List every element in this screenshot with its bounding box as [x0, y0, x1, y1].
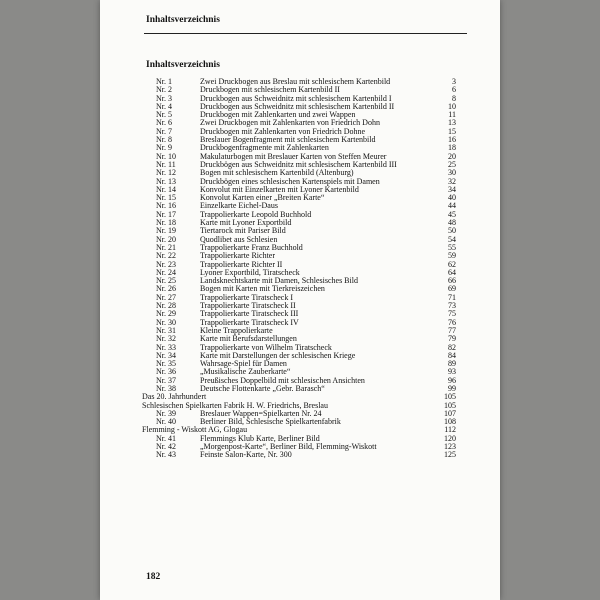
- entry-number: Nr. 43: [156, 450, 176, 460]
- entry-page: 50: [448, 226, 456, 236]
- entry-number: Nr. 10: [156, 151, 176, 161]
- entry-title: Bogen mit schlesischem Kartenbild (Altenburg): [200, 168, 354, 178]
- entry-page: 84: [448, 350, 456, 360]
- toc-entry: [142, 443, 456, 451]
- entry-page: 15: [448, 126, 456, 136]
- entry-title: Druckbogenfragmente mit Zahlenkarten: [200, 143, 329, 153]
- entry-number: Nr. 2: [156, 85, 172, 95]
- toc-entry: [142, 219, 456, 227]
- entry-title: Karte mit Darstellungen der schlesischen Kriege: [200, 350, 356, 360]
- entry-title: Druckbogen mit Zahlenkarten von Friedrich Dohne: [200, 126, 366, 136]
- entry-number: Nr. 20: [156, 234, 176, 244]
- entry-page: 13: [448, 118, 456, 128]
- toc-entry: [142, 310, 456, 318]
- entry-title: Wahrsage-Spiel für Damen: [200, 359, 287, 369]
- entry-title: Tiertarock mit Pariser Bild: [200, 226, 286, 236]
- entry-number: Nr. 39: [156, 408, 176, 418]
- entry-page: 69: [448, 284, 456, 294]
- entry-number: Nr. 37: [156, 375, 176, 385]
- toc-entry: [142, 451, 456, 459]
- entry-title: Berliner Bild, Schlesische Spielkartenfabrik: [200, 417, 341, 427]
- entry-title: Trappolierkarte Richter: [200, 251, 276, 261]
- entry-page: 125: [444, 450, 456, 460]
- entry-title: Karte mit Lyoner Exportbild: [200, 218, 292, 228]
- entry-page: 105: [444, 400, 456, 410]
- entry-page: 96: [448, 375, 456, 385]
- entry-page: 55: [448, 242, 456, 252]
- entry-page: 112: [444, 425, 456, 435]
- toc-entry: [142, 352, 456, 360]
- entry-number: Nr. 40: [156, 417, 176, 427]
- entry-number: Nr. 35: [156, 359, 176, 369]
- entry-title: Druckbögen aus Schweidnitz mit schlesischem Kartenbild III: [200, 159, 397, 169]
- entry-page: 73: [448, 301, 456, 311]
- entry-number: Nr. 24: [156, 267, 176, 277]
- toc-entry: [142, 227, 456, 235]
- entry-title: Deutsche Flottenkarte „Gebr. Barasch“: [200, 383, 325, 393]
- entry-number: Nr. 9: [156, 143, 172, 153]
- entry-title: Trappolierkarte von Wilhelm Tiratscheck: [200, 342, 332, 352]
- toc-entry: [142, 302, 456, 310]
- entry-page: 108: [444, 417, 456, 427]
- entry-page: 120: [444, 433, 456, 443]
- entry-number: Nr. 8: [156, 135, 172, 145]
- entry-title: Zwei Druckbogen aus Breslau mit schlesischem Kartenbild: [200, 77, 391, 86]
- book-page: [100, 0, 500, 600]
- entry-number: Nr. 28: [156, 301, 176, 311]
- entry-number: Nr. 14: [156, 184, 176, 194]
- entry-title: Konvolut Karten einer „Breiten Karte“: [200, 193, 325, 203]
- entry-number: Nr. 15: [156, 193, 176, 203]
- toc-entry: [142, 294, 456, 302]
- entry-page: 6: [452, 85, 456, 95]
- entry-title: Flemming - Wiskott AG, Glogau: [142, 425, 248, 435]
- entry-number: Nr. 30: [156, 317, 176, 327]
- entry-number: Nr. 38: [156, 383, 176, 393]
- entry-number: Nr. 4: [156, 101, 172, 111]
- entry-number: Nr. 3: [156, 93, 172, 103]
- entry-number: Nr. 18: [156, 218, 176, 228]
- entry-page: 107: [444, 408, 456, 418]
- entry-number: Nr. 1: [156, 77, 172, 86]
- entry-page: 93: [448, 367, 456, 377]
- entry-title: Konvolut mit Einzelkarten mit Lyoner Kartenbild: [200, 184, 359, 194]
- entry-title: Quodlibet aus Schlesien: [200, 234, 278, 244]
- toc-entry: [142, 252, 456, 260]
- entry-page: 11: [448, 110, 456, 120]
- entry-page: 71: [448, 292, 456, 302]
- entry-number: Nr. 26: [156, 284, 176, 294]
- entry-number: Nr. 32: [156, 334, 176, 344]
- entry-title: Trappolierkarte Tiratscheck II: [200, 301, 296, 311]
- entry-title: Makulaturbogen mit Breslauer Karten von Steffen Meurer: [200, 151, 387, 161]
- entry-page: 82: [448, 342, 456, 352]
- entry-title: Druckbögen eines schlesischen Kartenspiels mit Damen: [200, 176, 380, 186]
- entry-page: 76: [448, 317, 456, 327]
- entry-page: 54: [448, 234, 456, 244]
- entry-title: Lyoner Exportbild, Tiratscheck: [200, 267, 300, 277]
- entry-title: Trappolierkarte Tiratscheck IV: [200, 317, 299, 327]
- entry-page: 20: [448, 151, 456, 161]
- entry-page: 45: [448, 209, 456, 219]
- entry-page: 25: [448, 159, 456, 169]
- entry-number: Nr. 11: [156, 159, 176, 169]
- entry-title: „Morgenpost-Karte“, Berliner Bild, Flemming-Wiskott: [200, 442, 377, 452]
- entry-number: Nr. 27: [156, 292, 176, 302]
- entry-title: Flemmings Klub Karte, Berliner Bild: [200, 433, 320, 443]
- entry-number: Nr. 25: [156, 276, 176, 286]
- entry-page: 30: [448, 168, 456, 178]
- entry-number: Nr. 22: [156, 251, 176, 261]
- toc-entry: [142, 327, 456, 335]
- entry-title: Kleine Trappolierkarte: [200, 325, 273, 335]
- entry-title: Schlesischen Spielkarten Fabrik H. W. Friedrichs, Breslau: [142, 400, 328, 410]
- entry-number: Nr. 31: [156, 325, 176, 335]
- entry-page: 44: [448, 201, 456, 211]
- entry-title: Karte mit Berufsdarstellungen: [200, 334, 297, 344]
- entry-title: Landsknechtskarte mit Damen, Schlesisches Bild: [200, 276, 358, 286]
- entry-number: Nr. 17: [156, 209, 176, 219]
- entry-page: 64: [448, 267, 456, 277]
- entry-number: Nr. 29: [156, 309, 176, 319]
- toc-entry: [142, 360, 456, 368]
- entry-number: Nr. 33: [156, 342, 176, 352]
- entry-page: 62: [448, 259, 456, 269]
- entry-page: 10: [448, 101, 456, 111]
- entry-page: 66: [448, 276, 456, 286]
- entry-page: 99: [448, 383, 456, 393]
- entry-number: Nr. 36: [156, 367, 176, 377]
- entry-number: Nr. 13: [156, 176, 176, 186]
- entry-title: „Musikalische Zauberkarte“: [200, 367, 291, 377]
- entry-title: Trappolierkarte Leopold Buchhold: [200, 209, 312, 219]
- page-number: 182: [146, 572, 161, 582]
- entry-number: Nr. 41: [156, 433, 176, 443]
- entry-title: Trappolierkarte Richter II: [200, 259, 283, 269]
- entry-page: 32: [448, 176, 456, 186]
- entry-title: Breslauer Bogenfragment mit schlesischem Kartenbild: [200, 135, 376, 145]
- entry-number: Nr. 42: [156, 442, 176, 452]
- entry-number: Nr. 23: [156, 259, 176, 269]
- entry-title: Druckbogen mit Zahlenkarten und zwei Wappen: [200, 110, 356, 120]
- entry-page: 34: [448, 184, 456, 194]
- entry-title: Das 20. Jahrhundert: [142, 392, 207, 402]
- entry-page: 105: [444, 392, 456, 402]
- entry-number: Nr. 34: [156, 350, 176, 360]
- toc-entry: [142, 194, 456, 202]
- entry-number: Nr. 7: [156, 126, 172, 136]
- toc-entry: [142, 211, 456, 219]
- entry-page: 48: [448, 218, 456, 228]
- entry-title: Druckbogen mit schlesischem Kartenbild II: [200, 85, 340, 95]
- page-title: Inhaltsverzeichnis: [146, 60, 220, 70]
- entry-number: Nr. 16: [156, 201, 176, 211]
- entry-title: Feinste Salon-Karte, Nr. 300: [200, 450, 292, 460]
- entry-title: Druckbogen aus Schweidnitz mit schlesischem Kartenbild I: [200, 93, 392, 103]
- entry-page: 59: [448, 251, 456, 261]
- entry-number: Nr. 21: [156, 242, 176, 252]
- entry-page: 18: [448, 143, 456, 153]
- entry-title: Trappolierkarte Tiratscheck III: [200, 309, 299, 319]
- header-rule: [144, 33, 467, 34]
- entry-page: 75: [448, 309, 456, 319]
- entry-title: Druckbogen aus Schweidnitz mit schlesischem Kartenbild II: [200, 101, 395, 111]
- toc-entry: [142, 285, 456, 293]
- entry-number: Nr. 19: [156, 226, 176, 236]
- entry-page: 40: [448, 193, 456, 203]
- entry-title: Preußisches Doppelbild mit schlesischen Ansichten: [200, 375, 365, 385]
- entry-title: Zwei Druckbogen mit Zahlenkarten von Friedrich Dohn: [200, 118, 380, 128]
- entry-page: 77: [448, 325, 456, 335]
- entry-title: Bogen mit Karten mit Tierkreiszeichen: [200, 284, 325, 294]
- entry-page: 89: [448, 359, 456, 369]
- entry-title: Einzelkarte Eichel-Daus: [200, 201, 278, 211]
- entry-page: 123: [444, 442, 456, 452]
- entry-number: Nr. 5: [156, 110, 172, 120]
- entry-page: 3: [452, 77, 456, 86]
- entry-number: Nr. 6: [156, 118, 172, 128]
- entry-page: 8: [452, 93, 456, 103]
- toc-entry: [142, 244, 456, 252]
- entry-title: Trappolierkarte Franz Buchhold: [200, 242, 303, 252]
- entry-page: 16: [448, 135, 456, 145]
- entry-number: Nr. 12: [156, 168, 176, 178]
- toc-entry: [142, 319, 456, 327]
- table-of-contents: [142, 78, 456, 460]
- entry-page: 79: [448, 334, 456, 344]
- entry-title: Breslauer Wappen=Spielkarten Nr. 24: [200, 408, 322, 418]
- entry-title: Trappolierkarte Tiratscheck I: [200, 292, 294, 302]
- running-head: Inhaltsverzeichnis: [146, 15, 220, 25]
